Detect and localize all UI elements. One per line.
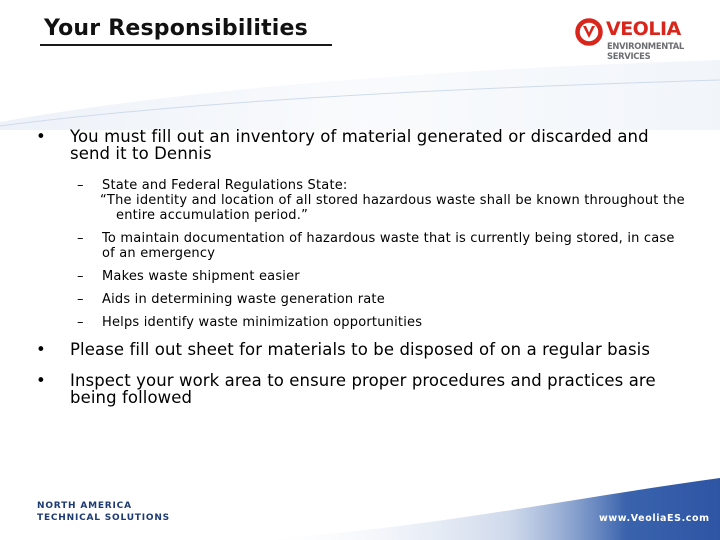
logo-tagline <box>607 41 702 61</box>
regulation-quote: “The identity and location of all stored hazardous waste shall be known throughout the entire accumulation period.” <box>100 193 685 223</box>
footer-website-link[interactable]: www.VeoliaES.com <box>599 513 710 524</box>
sub-list-item <box>36 231 686 261</box>
sub-item-text: State and Federal Regulations State: <box>102 178 348 193</box>
veolia-logo <box>574 14 700 62</box>
bullet-text: Inspect your work area to ensure proper procedures and practices are being followed <box>70 371 656 407</box>
veolia-v-icon <box>574 17 604 47</box>
bullet-list <box>36 128 686 406</box>
footer-division <box>37 500 170 524</box>
bullet-marker: • <box>36 127 46 146</box>
bullet-marker: • <box>36 340 46 359</box>
dash-marker: – <box>77 269 84 284</box>
bullet-text: You must fill out an inventory of material generated or discarded and send it to Dennis <box>70 127 649 163</box>
sub-item-text: Makes waste shipment easier <box>102 269 300 284</box>
sub-item-text: Helps identify waste minimization opportunities <box>102 315 423 330</box>
sub-item-text: To maintain documentation of hazardous waste that is currently being stored, in case of an emergency <box>102 231 675 261</box>
footer-division-line2: TECHNICAL SOLUTIONS <box>37 513 170 523</box>
header-swoosh <box>0 60 720 130</box>
dash-marker: – <box>77 292 84 307</box>
dash-marker: – <box>77 315 84 330</box>
list-item <box>36 341 686 358</box>
sub-item-text: Aids in determining waste generation rate <box>102 292 385 307</box>
title-underline <box>40 44 332 46</box>
bullet-marker: • <box>36 371 46 390</box>
logo-wordmark: VEOLIA <box>606 18 681 40</box>
dash-marker: – <box>77 231 84 246</box>
sub-list-item <box>36 315 686 330</box>
list-item <box>36 128 686 162</box>
logo-tagline-line1: ENVIRONMENTAL <box>607 41 684 51</box>
footer-division-line1: NORTH AMERICA <box>37 501 132 511</box>
dash-marker: – <box>77 178 84 193</box>
sub-list-item <box>36 269 686 284</box>
sub-list-item <box>36 292 686 307</box>
sub-list-item <box>36 178 686 193</box>
logo-tagline-line2: SERVICES <box>607 51 651 61</box>
list-item <box>36 372 686 406</box>
bullet-text: Please fill out sheet for materials to be disposed of on a regular basis <box>70 340 651 359</box>
slide-title: Your Responsibilities <box>44 16 308 41</box>
